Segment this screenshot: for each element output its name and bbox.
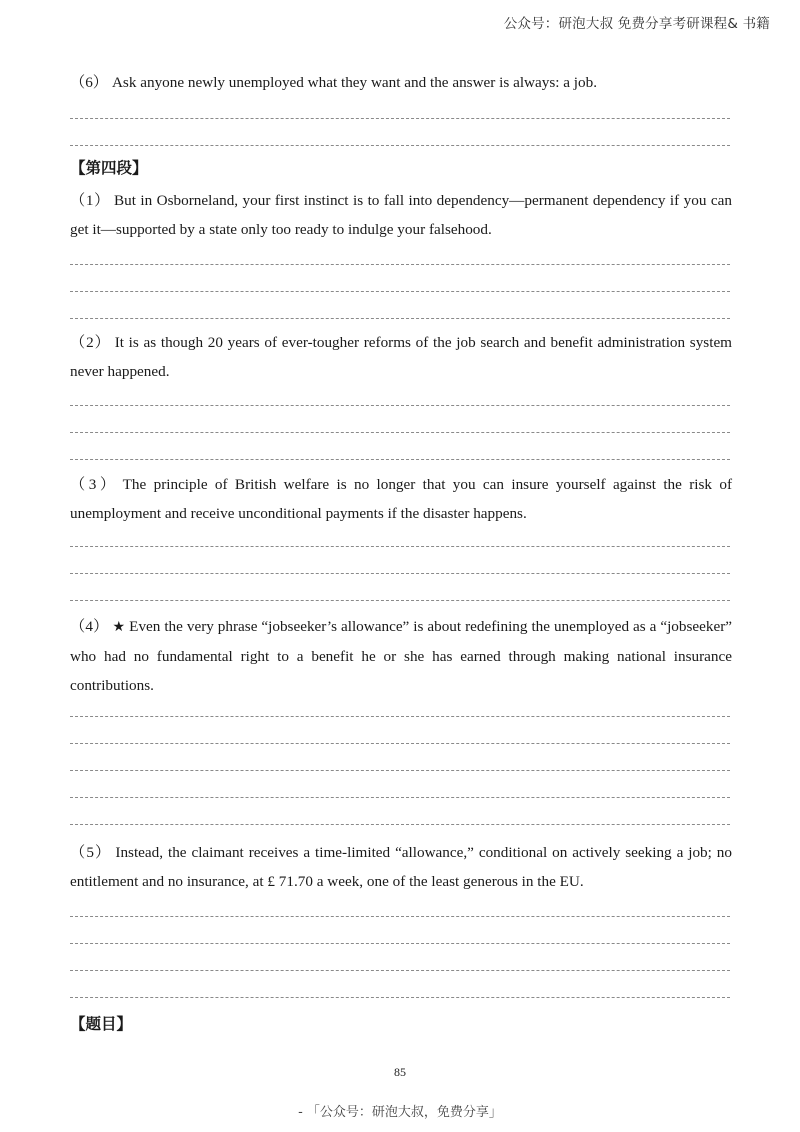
sentence-text: But in Osborneland, your first instinct is to fall into dependency—permanent dependency if you can get it—supported by a state only too ready to indulge your falsehood.: [70, 192, 732, 238]
sentence-number: （3）: [70, 476, 119, 493]
sentence-text: It is as though 20 years of ever-tougher reforms of the job search and benefit administration system never happened.: [70, 334, 732, 380]
sentence-text: Even the very phrase “jobseeker’s allowance” is about redefining the unemployed as a “jobseeker” who had no fundamental right to a benefit he or she has earned through making national insurance contributions.: [70, 618, 732, 694]
paragraph4-sentence-3: [70, 470, 732, 528]
answer-line: [70, 716, 730, 717]
paragraph4-sentence-4: [70, 612, 732, 700]
answer-line: [70, 743, 730, 744]
answer-line: [70, 118, 730, 119]
sentence-number: （6）: [70, 74, 108, 91]
section-heading-questions: 【题目】: [70, 1015, 133, 1033]
paragraph4-sentence-1: [70, 186, 732, 244]
answer-line: [70, 459, 730, 460]
sentence-number: （4）: [70, 618, 109, 635]
sentence-number: （2）: [70, 334, 111, 351]
answer-line: [70, 797, 730, 798]
sentence-number: （5）: [70, 844, 112, 861]
sentence-text: Instead, the claimant receives a time-limited “allowance,” conditional on actively seeking a job; no entitlement and no insurance, at £ 71.70 a week, one of the least generous in the EU.: [70, 844, 732, 890]
star-icon: ★: [112, 619, 126, 635]
answer-line: [70, 291, 730, 292]
answer-line: [70, 600, 730, 601]
footer-watermark: - 「公众号：研泡大叔，免费分享」: [298, 1105, 502, 1120]
answer-line: [70, 943, 730, 944]
answer-line: [70, 824, 730, 825]
sentence-6: [70, 68, 732, 97]
answer-line: [70, 770, 730, 771]
page-number: 85: [394, 1065, 406, 1079]
sentence-number: （1）: [70, 192, 110, 209]
paragraph4-sentence-2: [70, 328, 732, 386]
answer-line: [70, 264, 730, 265]
answer-line: [70, 318, 730, 319]
answer-line: [70, 970, 730, 971]
answer-line: [70, 546, 730, 547]
sentence-text: The principle of British welfare is no longer that you can insure yourself against the risk of unemployment and receive unconditional payments if the disaster happens.: [70, 476, 733, 522]
header-watermark: 公众号：研泡大叔 免费分享考研课程& 书籍: [503, 16, 770, 32]
section-heading-4: 【第四段】: [70, 159, 148, 177]
sentence-text: Ask anyone newly unemployed what they want and the answer is always: a job.: [111, 74, 598, 91]
answer-line: [70, 997, 730, 998]
paragraph4-sentence-5: [70, 838, 732, 896]
answer-line: [70, 573, 730, 574]
answer-line: [70, 145, 730, 146]
answer-line: [70, 405, 730, 406]
answer-line: [70, 432, 730, 433]
answer-line: [70, 916, 730, 917]
